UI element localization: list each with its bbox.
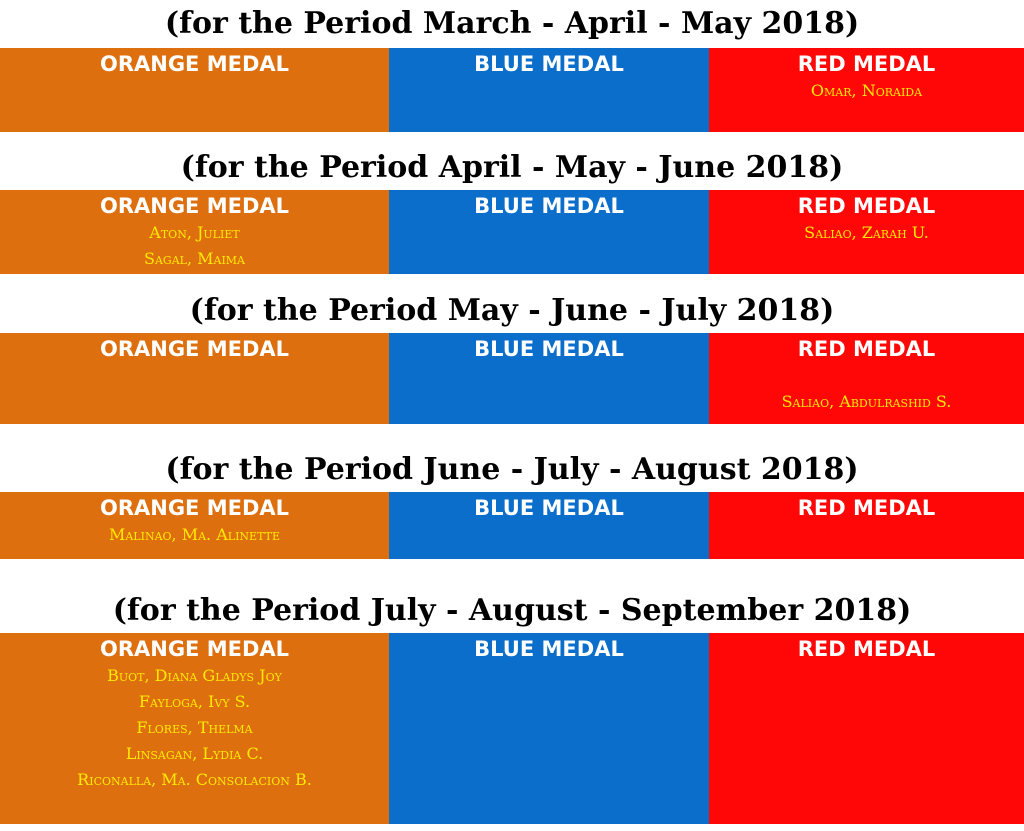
orange-medal-names	[0, 220, 389, 272]
orange-medal-heading: ORANGE MEDAL	[99, 496, 290, 520]
medal-row	[0, 633, 1024, 824]
red-medal-heading: RED MEDAL	[797, 637, 936, 661]
medal-recipient-name: Sagal, Maima	[144, 249, 245, 268]
red-medal-column	[709, 48, 1024, 132]
medal-recipient-name: Saliao, Zarah U.	[804, 223, 929, 242]
blue-medal-column	[389, 333, 709, 424]
orange-medal-names	[0, 663, 389, 793]
blue-medal-heading: BLUE MEDAL	[474, 637, 624, 661]
orange-medal-heading: ORANGE MEDAL	[99, 52, 290, 76]
red-medal-heading: RED MEDAL	[797, 337, 936, 361]
blue-medal-column	[389, 48, 709, 132]
period-title: (for the Period March - April - May 2018)	[164, 6, 860, 41]
red-medal-names	[709, 220, 1024, 246]
orange-medal-heading: ORANGE MEDAL	[99, 194, 290, 218]
medal-recipient-name: Saliao, Abdulrashid S.	[781, 392, 952, 411]
red-medal-heading: RED MEDAL	[797, 496, 936, 520]
orange-medal-column	[0, 333, 389, 424]
period-title: (for the Period July - August - September 2018)	[112, 593, 912, 628]
medal-recipient-name	[709, 363, 1024, 389]
red-medal-names	[709, 363, 1024, 415]
orange-medal-column	[0, 492, 389, 559]
medal-recipient-name: Malinao, Ma. Alinette	[108, 525, 280, 544]
red-medal-column	[709, 633, 1024, 824]
medal-row	[0, 492, 1024, 559]
blue-medal-heading: BLUE MEDAL	[474, 194, 624, 218]
orange-medal-column	[0, 48, 389, 132]
medal-row	[0, 190, 1024, 274]
blue-medal-column	[389, 633, 709, 824]
red-medal-names	[709, 78, 1024, 104]
medal-recipient-name: Omar, Noraida	[810, 81, 923, 100]
orange-medal-heading: ORANGE MEDAL	[99, 637, 290, 661]
medal-row	[0, 333, 1024, 424]
medal-recipient-name: Buot, Diana Gladys Joy	[107, 666, 282, 685]
blue-medal-column	[389, 190, 709, 274]
period-title: (for the Period May - June - July 2018)	[189, 293, 835, 328]
medal-recipient-name: Riconalla, Ma. Consolacion B.	[77, 770, 312, 789]
blue-medal-heading: BLUE MEDAL	[474, 496, 624, 520]
orange-medal-column	[0, 190, 389, 274]
blue-medal-column	[389, 492, 709, 559]
medal-recipient-name: Aton, Juliet	[149, 223, 240, 242]
medal-recipient-name: Linsagan, Lydia C.	[125, 744, 264, 763]
orange-medal-column	[0, 633, 389, 824]
red-medal-column	[709, 492, 1024, 559]
period-title: (for the Period June - July - August 2018)	[165, 452, 859, 487]
period-title: (for the Period April - May - June 2018)	[180, 150, 844, 185]
medal-row	[0, 48, 1024, 132]
medal-recipient-name: Fayloga, Ivy S.	[138, 692, 251, 711]
red-medal-column	[709, 190, 1024, 274]
red-medal-column	[709, 333, 1024, 424]
orange-medal-names	[0, 522, 389, 548]
red-medal-heading: RED MEDAL	[797, 194, 936, 218]
medal-recipient-name: Flores, Thelma	[136, 718, 253, 737]
blue-medal-heading: BLUE MEDAL	[474, 337, 624, 361]
red-medal-heading: RED MEDAL	[797, 52, 936, 76]
orange-medal-heading: ORANGE MEDAL	[99, 337, 290, 361]
blue-medal-heading: BLUE MEDAL	[474, 52, 624, 76]
